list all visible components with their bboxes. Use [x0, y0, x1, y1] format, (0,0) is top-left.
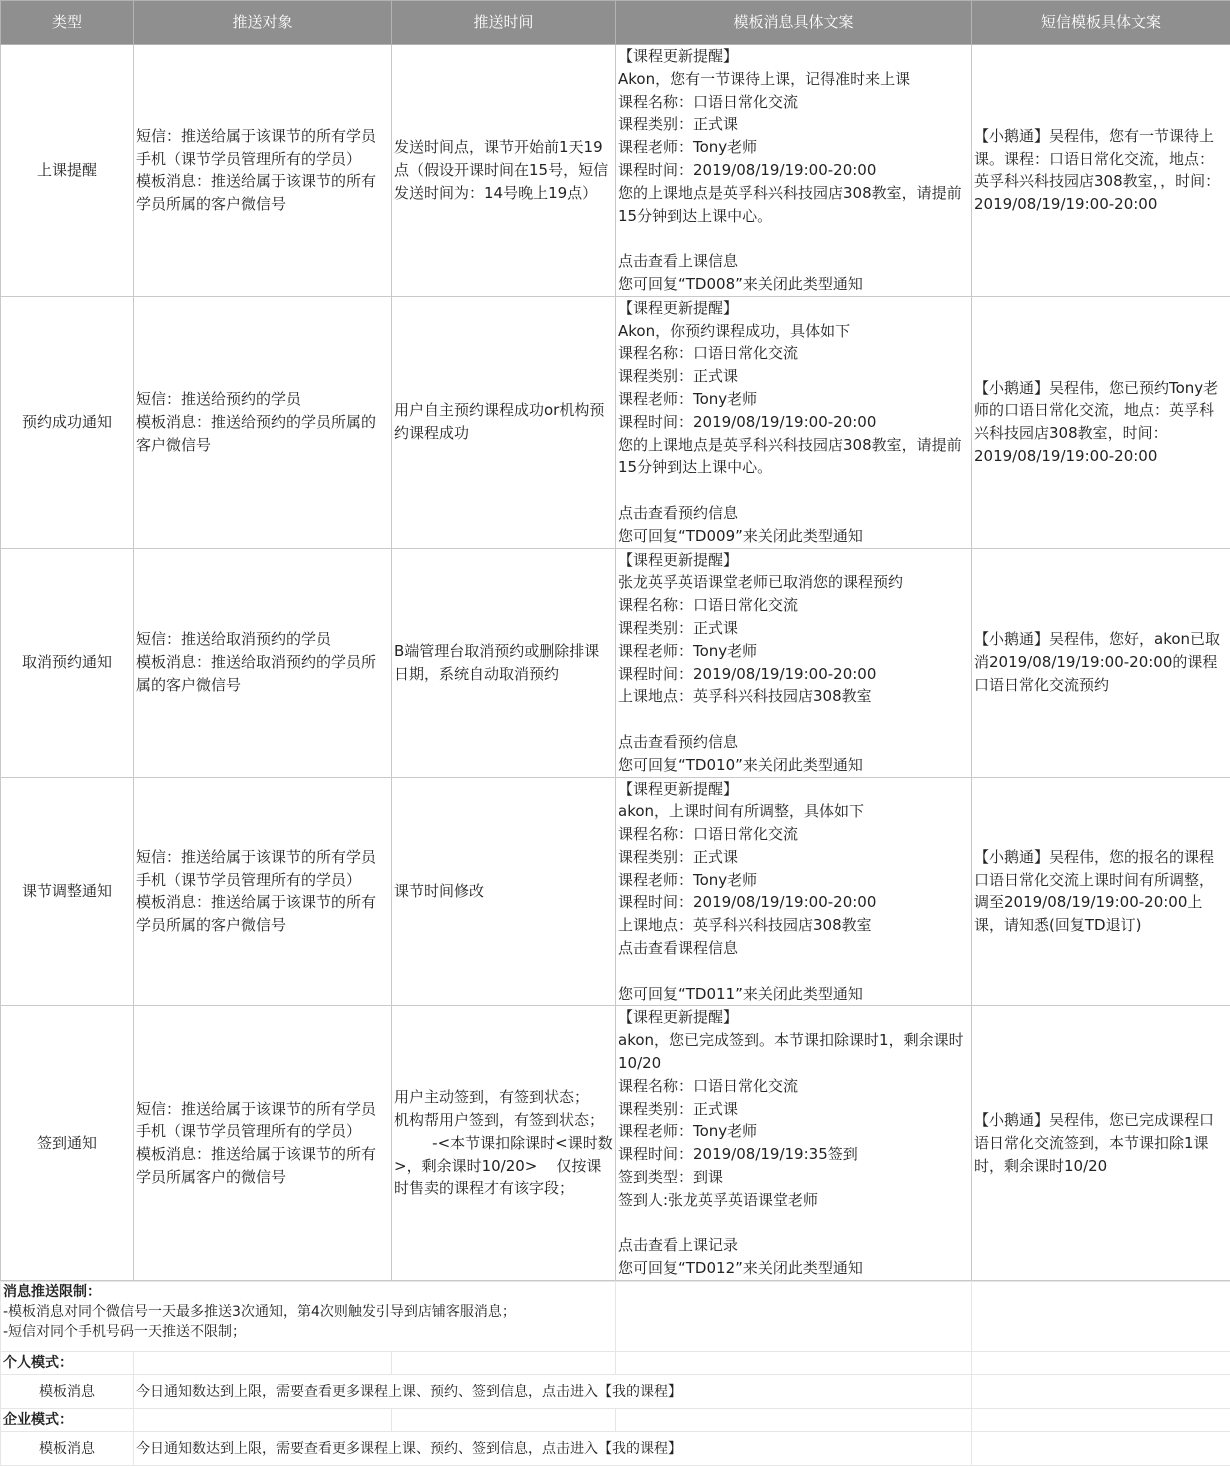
- enterprise-mode-text: 今日通知数达到上限，需要查看更多课程上课、预约、签到信息，点击进入【我的课程】: [134, 1432, 972, 1466]
- enterprise-mode-label: 模板消息: [1, 1432, 134, 1466]
- row-template: 【课程更新提醒】 张龙英孚英语课堂老师已取消您的课程预约 课程名称：口语日常化交流 课程类别：正式课 课程老师：Tony老师 课程时间：2019/08/19/19:00-20:00 上课地点：英孚科兴科技园店308教室 点击查看预约信息 您可回复“TD010”来关闭此类型通知: [616, 548, 972, 777]
- row-template: 【课程更新提醒】 akon，上课时间有所调整，具体如下 课程名称：口语日常化交流 课程类别：正式课 课程老师：Tony老师 课程时间：2019/08/19/19:00-20:00 上课地点：英孚科兴科技园店308教室 点击查看课程信息 您可回复“TD011”来关闭此类型通知: [616, 777, 972, 1006]
- header-type: 类型: [1, 1, 134, 45]
- row-time: 课节时间修改: [392, 777, 616, 1006]
- row-sms: 【小鹅通】吴程伟，您已预约Tony老师的口语日常化交流，地点：英孚科兴科技园店308教室，时间：2019/08/19/19:00-20:00: [972, 296, 1230, 548]
- table-row: [1, 45, 1230, 297]
- header-sms: 短信模板具体文案: [972, 1, 1230, 45]
- row-type: 签到通知: [1, 1006, 134, 1281]
- row-type: 课节调整通知: [1, 777, 134, 1006]
- table-row: [1, 296, 1230, 548]
- row-sms: 【小鹅通】吴程伟，您已完成课程口语日常化交流签到，本节课扣除1课时，剩余课时10/20: [972, 1006, 1230, 1281]
- row-type: 上课提醒: [1, 45, 134, 297]
- row-target: 短信：推送给预约的学员 模板消息：推送给预约的学员所属的客户微信号: [134, 296, 392, 548]
- row-time: 发送时间点，课节开始前1天19点（假设开课时间在15号，短信发送时间为：14号晚上19点）: [392, 45, 616, 297]
- header-template: 模板消息具体文案: [616, 1, 972, 45]
- header-time: 推送时间: [392, 1, 616, 45]
- enterprise-mode-title-row: [1, 1409, 1230, 1432]
- row-sms: 【小鹅通】吴程伟，您有一节课待上课。课程：口语日常化交流，地点：英孚科兴科技园店308教室，，时间：2019/08/19/19:00-20:00: [972, 45, 1230, 297]
- row-template: 【课程更新提醒】 akon，您已完成签到。本节课扣除课时1，剩余课时10/20 课程名称：口语日常化交流 课程类别：正式课 课程老师：Tony老师 课程时间：2019/08/19/19:35签到 签到类型：到课 签到人:张龙英孚英语课堂老师 点击查看上课记录 您可回复“TD012”来关闭此类型通知: [616, 1006, 972, 1281]
- row-target: 短信：推送给属于该课节的所有学员手机（课节学员管理所有的学员） 模板消息：推送给属于该课节的所有学员所属的客户微信号: [134, 45, 392, 297]
- table-header-row: [1, 1, 1230, 45]
- table-row: [1, 1006, 1230, 1281]
- push-limit-item: -模板消息对同个微信号一天最多推送3次通知，第4次则触发引导到店铺客服消息；: [3, 1302, 613, 1322]
- row-target: 短信：推送给属于该课节的所有学员手机（课节学员管理所有的学员） 模板消息：推送给属于该课节的所有学员所属客户的微信号: [134, 1006, 392, 1281]
- personal-mode-row: [1, 1375, 1230, 1409]
- row-time: 用户自主预约课程成功or机构预约课程成功: [392, 296, 616, 548]
- push-limit-item: -短信对同个手机号码一天推送不限制；: [3, 1322, 613, 1342]
- row-time: 用户主动签到，有签到状态； 机构帮用户签到，有签到状态； -<本节课扣除课时<课时数>，剩余课时10/20> 仅按课时售卖的课程才有该字段；: [392, 1006, 616, 1281]
- row-sms: 【小鹅通】吴程伟，您好，akon已取消2019/08/19/19:00-20:00的课程口语日常化交流预约: [972, 548, 1230, 777]
- row-target: 短信：推送给取消预约的学员 模板消息：推送给取消预约的学员所属的客户微信号: [134, 548, 392, 777]
- row-template: 【课程更新提醒】 Akon，您有一节课待上课，记得准时来上课 课程名称：口语日常化交流 课程类别：正式课 课程老师：Tony老师 课程时间：2019/08/19/19:00-20:00 您的上课地点是英孚科兴科技园店308教室，请提前15分钟到达上课中心。 点击查看上课信息 您可回复“TD008”来关闭此类型通知: [616, 45, 972, 297]
- table-row: [1, 777, 1230, 1006]
- push-limit-row: [1, 1282, 1230, 1352]
- personal-mode-label: 模板消息: [1, 1375, 134, 1409]
- push-limit-title: 消息推送限制：: [3, 1282, 613, 1302]
- row-type: 预约成功通知: [1, 296, 134, 548]
- row-type: 取消预约通知: [1, 548, 134, 777]
- enterprise-mode-row: [1, 1432, 1230, 1466]
- personal-mode-title-row: [1, 1352, 1230, 1375]
- row-template: 【课程更新提醒】 Akon，你预约课程成功，具体如下 课程名称：口语日常化交流 课程类别：正式课 课程老师：Tony老师 课程时间：2019/08/19/19:00-20:00 您的上课地点是英孚科兴科技园店308教室，请提前15分钟到达上课中心。 点击查看预约信息 您可回复“TD009”来关闭此类型通知: [616, 296, 972, 548]
- table-row: [1, 548, 1230, 777]
- row-time: B端管理台取消预约或删除排课日期，系统自动取消预约: [392, 548, 616, 777]
- header-target: 推送对象: [134, 1, 392, 45]
- push-limit-table: [0, 1281, 1230, 1466]
- row-target: 短信：推送给属于该课节的所有学员手机（课节学员管理所有的学员） 模板消息：推送给属于该课节的所有学员所属的客户微信号: [134, 777, 392, 1006]
- personal-mode-text: 今日通知数达到上限，需要查看更多课程上课、预约、签到信息，点击进入【我的课程】: [134, 1375, 972, 1409]
- enterprise-mode-title: 企业模式：: [1, 1409, 134, 1432]
- row-sms: 【小鹅通】吴程伟，您的报名的课程口语日常化交流上课时间有所调整，调至2019/08/19/19:00-20:00上课，请知悉(回复TD退订): [972, 777, 1230, 1006]
- personal-mode-title: 个人模式：: [1, 1352, 134, 1375]
- push-limit-notes: [1, 1282, 616, 1352]
